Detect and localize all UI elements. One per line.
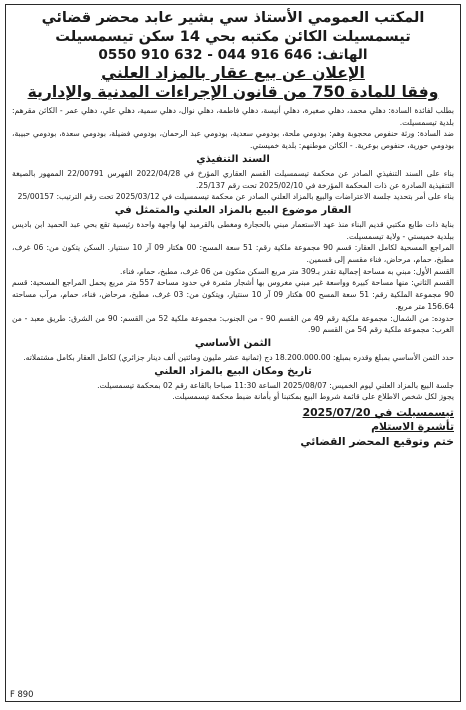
office-name: المكتب العمومي الأستاذ سي بشير عابد محضر قضائي [41,9,425,26]
property-cadastral-refs: المراجع المسحية لكامل العقار: قسم 90 مجموعة ملكية رقم: 51 سعة المسح: 00 هكتار 09 آر 10 سنتيار. السكن يتكون من: 06 غرف، مطبخ، حمام، مرحاض، فناء مقسم إلى قسمين. [12,243,455,265]
defendants-paragraph: ضد السادة: ورثة حنفوص محجوبة وهم: بودومي ملحة، بودومي سعدية، بودومي عبد الرحمان، بودومي فضيلة، بودومي سعدة، بودومي حبيبة، بودومي حورية، حنفوص بوعرية. - الكائن موطنهم: بلدية خميستي. [12,129,454,151]
notice-legal-basis: وفقا للمادة 750 من قانون الإجراءات المدنية والإدارية [27,83,439,101]
property-part-two: القسم الثاني: منها مساحة كبيرة وواسعة غير مبني مغروس بها أشجار مثمرة في حدود مساحة 557 متر مربع يحمل المراجع المسحية: قسم 90 مجموعة الملكية رقم: 51 سعة المسح 00 هكتار 09 آر 10 سنتيار، ويتكون من: 03 غرف، مطبخ، مرحاض، فناء، حمام، مرآب مساحته 156.64 متر مربع. [12,278,454,311]
conditions-notice: يجوز لكل شخص الاطلاع على قائمة شروط البيع بمكتبنا أو بأمانة ضبط محكمة تيسمسيلت. [172,392,454,402]
base-price-text: حدد الثمن الأساسي بمبلغ وقدره بمبلغ: 18.200.000.00 دج (ثمانية عشر مليون ومائتين ألف دينار جزائري) لكامل العقار بكامل مشتملاته. [23,352,454,362]
sale-date-text: جلسة البيع بالمزاد العلني ليوم الخميس: 2025/08/07 الساعة 11:30 صباحا بالقاعة رقم 02 بمحكمة تيسمسيلت. [97,380,454,390]
bailiff-signature: ختم وتوقيع المحضر القضائي [300,434,454,448]
place-and-date: تيسمسيلت في 2025/07/20 [302,406,454,420]
publication-code: F 890 [10,689,34,699]
notice-title: الإعلان عن بيع عقار بالمزاد العلني [101,64,365,82]
base-price-heading: الثمن الأساسي [194,337,272,349]
property-heading: العقار موضوع البيع بالمزاد العلني والمتمثل في [114,204,352,216]
receipt-visa: تأشيرة الاستلام [371,420,454,434]
property-description: بناية ذات طابع مكتبي قديم البناء منذ عهد الاستعمار مبني بالحجارة ومغطى بالقرميد لها واجهة واحدة رئيسية تقع بحي عبد الحميد ابن باديس ببلدية خميستي - ولاية تيسمسيلت. [12,219,454,241]
property-part-one: القسم الأول: مبني به مساحة إجمالية تقدر بـ309 متر مربع السكن متكون من 06 غرف، مطبخ، حمام، فناء. [120,266,454,276]
property-boundaries: حدوده: من الشمال: مجموعة ملكية رقم 49 من القسم 90 - من الجنوب: مجموعة ملكية 52 من القسم: 90 من الشرق: طريق معبد - من الغرب: مجموعة ملكية رقم 54 من القسم 90. [12,313,454,335]
executive-title-paragraph: بناء على السند التنفيذي الصادر عن محكمة تيسمسيلت القسم العقاري المؤرخ في 2022/04/28 الفهرس 22/00791 الممهور بالصيغة التنفيذية الصادرة عن ذات المحكمة المؤرخة في 2025/02/10 تحت رقم 25/137. [12,168,454,190]
sale-date-heading: تاريخ ومكان البيع بالمزاد العلني [154,365,312,377]
office-phone: الهاتف: 646 916 044 - 632 910 0550 [98,47,368,63]
requesters-paragraph: بطلب لفائدة السادة: دهلي محمد، دهلي صغيرة، دهلي أنيسة، دهلي فاطمة، دهلي نوال، دهلي سمية، دهلي علي، دهلي عمر - الكائن مقرهم: بلدية تيسمسيلت. [12,106,454,127]
executive-title-heading: السند التنفيذي [196,153,270,165]
office-address: تيسمسيلت الكائن مكتبه بحي 14 سكن تيسمسيلت [55,28,411,45]
legal-notice [5,4,461,702]
hearing-order-paragraph: بناء على أمر بتحديد جلسة الاعتراضات والبيع بالمزاد العلني الصادر عن محكمة تيسمسيلت في 2025/03/12 تحت رقم الترتيب: 25/00157 [17,192,454,202]
